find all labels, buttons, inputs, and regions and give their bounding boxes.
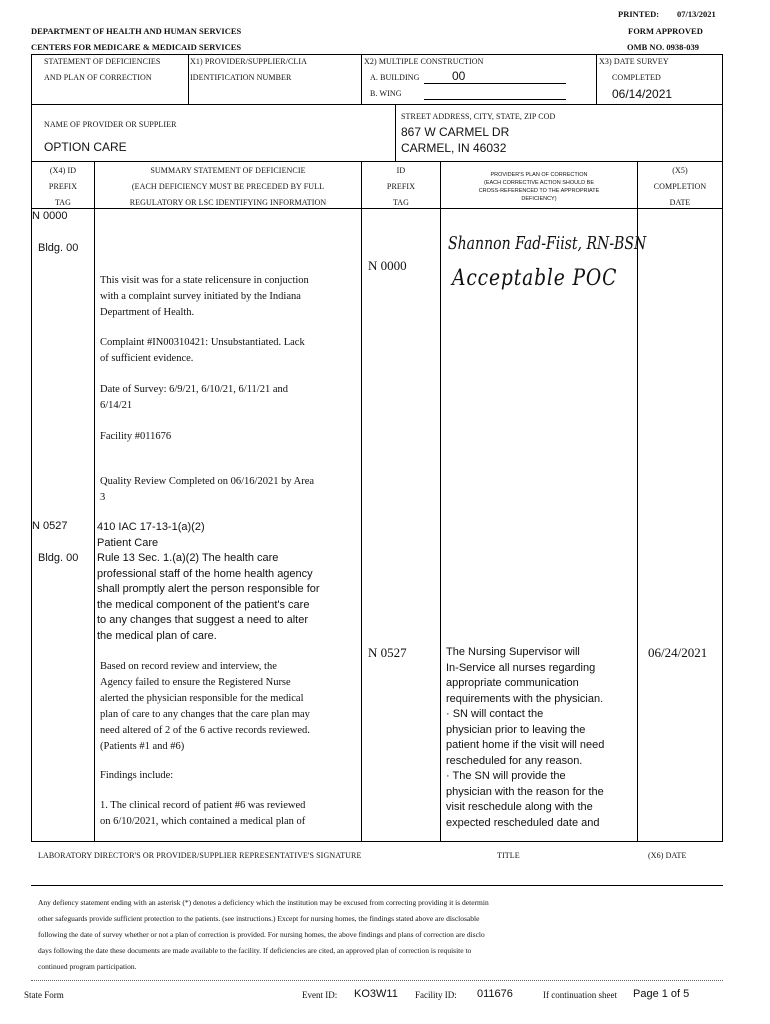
title-label: TITLE xyxy=(497,851,520,860)
omb-number: OMB NO. 0938-039 xyxy=(627,42,700,52)
tag-id-right-2: N 0527 xyxy=(368,645,407,660)
provider-right-line xyxy=(722,105,723,162)
col-divider-1 xyxy=(94,162,95,842)
building-prefix-1: Bldg. 00 xyxy=(38,242,79,254)
centers-name: CENTERS FOR MEDICARE & MEDICAID SERVICES xyxy=(31,42,242,52)
statement-label-1: STATEMENT OF DEFICIENCIES xyxy=(44,57,161,66)
disclaimer-line-3: following the date of survey whether or not a plan of correction is provided. For nursing homes, the above findings and plans of correction are disclo xyxy=(38,930,485,939)
x6-date-label: (X6) DATE xyxy=(648,851,687,860)
page-number: Page 1 of 5 xyxy=(633,988,690,1000)
id-block-bottom xyxy=(31,104,723,105)
disclaimer-line-5: continued program participation. xyxy=(38,962,137,971)
x5-label-1: (X5) xyxy=(672,166,688,175)
plan-label-4: DEFICIENCY) xyxy=(521,196,557,202)
wing-underline xyxy=(424,99,566,100)
summary-label-1: SUMMARY STATEMENT OF DEFICIENCIE xyxy=(150,166,306,175)
col-divider-4 xyxy=(637,162,638,842)
x5-label-2: COMPLETION xyxy=(653,182,707,191)
acceptable-poc-note: Acceptable POC xyxy=(452,266,618,291)
x4-label-3: TAG xyxy=(54,198,72,207)
col-left-line xyxy=(31,162,32,842)
id-label-3: TAG xyxy=(392,198,410,207)
building-prefix-2: Bldg. 00 xyxy=(38,552,79,564)
summary-paragraph-6: Based on record review and interview, the Agency failed to ensure the Registered Nurse alerted the physician responsible for the medical plan of care to any changes that the care plan may need altered of 2 of the 6 active records reviewed. (Patients #1 and #6) xyxy=(100,661,310,752)
provider-divider xyxy=(395,105,396,162)
summary-label-2: (EACH DEFICIENCY MUST BE PRECEDED BY FULL xyxy=(131,182,325,191)
address-line-1: 867 W CARMEL DR xyxy=(401,125,510,139)
col-header-bottom xyxy=(31,208,723,209)
divider-x1 xyxy=(188,54,189,105)
date-survey-value: 06/14/2021 xyxy=(612,87,673,101)
event-id-label: Event ID: xyxy=(302,990,338,1000)
printed-label: PRINTED: xyxy=(618,9,660,19)
date-survey-label-2: COMPLETED xyxy=(612,73,661,82)
reviewer-signature: Shannon Fad-Fiist, RN-BSN xyxy=(448,233,647,254)
summary-paragraph-4: Facility #011676 xyxy=(100,431,172,442)
department-name: DEPARTMENT OF HEALTH AND HUMAN SERVICES xyxy=(31,26,242,36)
tag-id-right-1: N 0000 xyxy=(368,258,407,273)
building-value: 00 xyxy=(452,69,466,83)
frame-right-line xyxy=(722,54,723,105)
plan-label-2: (EACH CORRECTIVE ACTION SHOULD BE xyxy=(483,180,595,186)
divider-x3 xyxy=(596,54,597,105)
event-id-value: KO3W11 xyxy=(354,988,398,1000)
statement-label-2: AND PLAN OF CORRECTION xyxy=(44,73,152,82)
provider-bottom-line xyxy=(31,161,723,162)
disclaimer-block xyxy=(38,895,718,975)
disclaimer-line-2: other safeguards provide sufficient protection to the patients. (see instructions.) Except for nursing homes, the findings stated above are disclosable xyxy=(38,914,480,923)
continuation-sheet-label: If continuation sheet xyxy=(543,990,617,1000)
x4-label-1: (X4) ID xyxy=(49,166,77,175)
divider-x2 xyxy=(361,54,362,105)
tag-prefix-1: N 0000 xyxy=(32,210,68,222)
tag-prefix-2: N 0527 xyxy=(32,520,68,532)
provider-id-label-2: IDENTIFICATION NUMBER xyxy=(190,73,292,82)
plan-of-correction-text: The Nursing Supervisor will In-Service all nurses regarding appropriate communication requirements with the physician. · SN will contact the physician prior to leaving the patient home if the visit will need rescheduled for any reason. · The SN will provide the physician with the reason for the visit reschedule along with the expected rescheduled date and xyxy=(446,646,605,829)
printed-date: 07/13/2021 xyxy=(677,9,716,19)
provider-name-value: OPTION CARE xyxy=(44,140,127,154)
form-approved: FORM APPROVED xyxy=(628,26,703,36)
facility-id-value: 011676 xyxy=(477,988,513,1000)
frame-left-line xyxy=(31,54,32,105)
summary-paragraph-5: Quality Review Completed on 06/16/2021 by Area 3 xyxy=(100,476,315,503)
summary-paragraph-8: 1. The clinical record of patient #6 was reviewed on 6/10/2021, which contained a medical plan of xyxy=(100,800,306,827)
summary-paragraph-7: Findings include: xyxy=(100,770,174,781)
plan-label-3: CROSS-REFERENCED TO THE APPROPRIATE xyxy=(478,188,600,194)
date-survey-label-1: X3) DATE SURVEY xyxy=(599,57,669,66)
signature-row-bottom xyxy=(31,885,723,886)
disclaimer-line-1: Any defiency statement ending with an asterisk (*) denotes a deficiency which the institution may be excused from correcting providing it is determin xyxy=(38,898,489,907)
rule-text: 410 IAC 17-13-1(a)(2) Patient Care Rule 13 Sec. 1.(a)(2) The health care professional staff of the home health agency shall promptly alert the person responsible for the medical component of the patient's care to any changes that suggest a need to alter the medical plan of care. xyxy=(97,521,320,642)
col-divider-2 xyxy=(361,162,362,842)
disclaimer-line-4: days following the date these documents are made available to the facility. If deficiencies are cited, an approved plan of correction is requisite to xyxy=(38,946,472,955)
frame-top-line xyxy=(31,54,723,55)
provider-left-line xyxy=(31,105,32,162)
building-label: A. BUILDING xyxy=(370,73,420,82)
provider-id-label-1: X1) PROVIDER/SUPPLIER/CLIA xyxy=(190,57,308,66)
address-line-2: CARMEL, IN 46032 xyxy=(401,141,507,155)
summary-paragraph-3: Date of Survey: 6/9/21, 6/10/21, 6/11/21 and 6/14/21 xyxy=(100,384,289,411)
multiple-construction-label: X2) MULTIPLE CONSTRUCTION xyxy=(364,57,484,66)
body-bottom-line xyxy=(31,841,723,842)
lab-director-label: LABORATORY DIRECTOR'S OR PROVIDER/SUPPLIER REPRESENTATIVE'S SIGNATURE xyxy=(38,851,362,860)
provider-name-label: NAME OF PROVIDER OR SUPPLIER xyxy=(44,120,177,129)
address-label: STREET ADDRESS, CITY, STATE, ZIP COD xyxy=(401,112,556,121)
x5-label-3: DATE xyxy=(669,198,691,207)
plan-label-1: PROVIDER'S PLAN OF CORRECTION xyxy=(490,172,588,178)
summary-paragraph-1: This visit was for a state relicensure in conjuction with a complaint survey initiated by the Indiana Department of Health. xyxy=(100,275,309,318)
col-divider-3 xyxy=(440,162,441,842)
building-underline xyxy=(424,83,566,84)
summary-paragraph-2: Complaint #IN00310421: Unsubstantiated. Lack of sufficient evidence. xyxy=(100,337,305,364)
id-label-2: PREFIX xyxy=(386,182,416,191)
completion-date: 06/24/2021 xyxy=(648,645,708,660)
x4-label-2: PREFIX xyxy=(48,182,78,191)
summary-label-3: REGULATORY OR LSC IDENTIFYING INFORMATION xyxy=(129,198,327,207)
col-right-line xyxy=(722,162,723,842)
wing-label: B. WING xyxy=(370,89,402,98)
id-label-1: ID xyxy=(396,166,406,175)
state-form-label: State Form xyxy=(24,990,64,1000)
facility-id-label: Facility ID: xyxy=(415,990,457,1000)
footer-dotted-line xyxy=(31,980,723,981)
